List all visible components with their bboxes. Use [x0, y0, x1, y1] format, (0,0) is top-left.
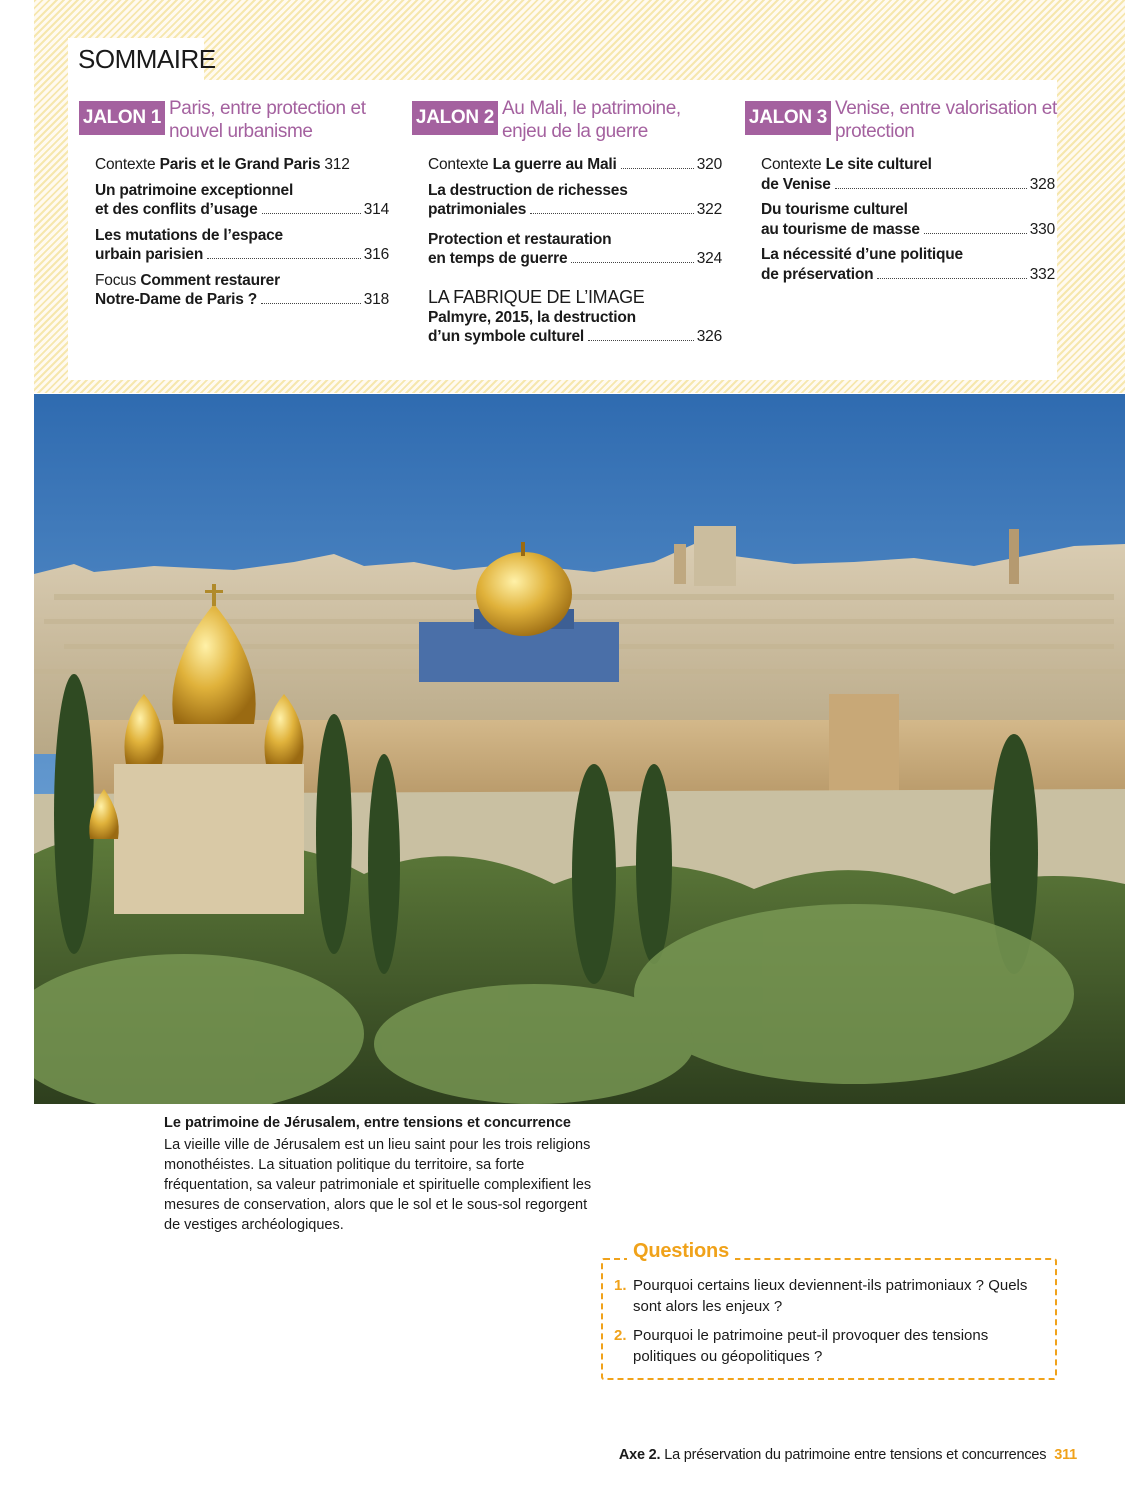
entry-title-line2: en temps de guerre [428, 250, 568, 267]
toc-entry[interactable] [412, 181, 722, 220]
entry-lead: Focus [95, 271, 137, 289]
bell-tower [1009, 529, 1019, 584]
question-item [614, 1325, 1044, 1367]
caption-text: La vieille ville de Jérusalem est un lieu saint pour les trois religions monothéistes. La situation politique du territoire, sa forte fréquentation, sa valeur patrimoniale et spirituelle complexifient les mesures de conservation, alors que le sol et le sous-sol regorgent de vestiges archéologiques. [164, 1137, 592, 1233]
entry-title-line1: La destruction de richesses [428, 181, 628, 199]
entry-page: 314 [363, 201, 389, 218]
jalon-1-badge: JALON 1 [79, 101, 165, 135]
entry-title-line1: Les mutations de l’espace [95, 226, 283, 244]
jalon-3-title: Venise, entre valorisation et protection [835, 98, 1057, 142]
entry-title: Paris et le Grand Paris [159, 156, 321, 173]
entry-page: 312 [324, 156, 350, 173]
jerusalem-photo [34, 394, 1125, 1104]
entry-title-line2: Notre-Dame de Paris ? [95, 291, 258, 308]
entry-title-line1: Palmyre, 2015, la destruction [428, 308, 636, 326]
entry-title: La guerre au Mali [492, 156, 617, 173]
toc-entry[interactable] [79, 271, 389, 310]
church-body [114, 764, 304, 914]
jalon-2-badge: JALON 2 [412, 101, 498, 135]
entry-page: 318 [363, 291, 389, 308]
entry-page: 332 [1029, 265, 1055, 283]
toc-entry[interactable] [79, 155, 389, 175]
entry-lead: Contexte [428, 156, 489, 173]
jerusalem-landscape-illustration [34, 394, 1125, 1104]
entry-title-line1: Du tourisme culturel [761, 201, 908, 218]
question-item [614, 1275, 1044, 1317]
jalon-3-badge: JALON 3 [745, 101, 831, 135]
entry-title-line1: Protection et restauration [428, 230, 612, 248]
entry-lead: Contexte [95, 156, 156, 173]
entry-title-line2: au tourisme de masse [761, 220, 920, 238]
entry-title-line1: La nécessité d’une politique [761, 246, 963, 263]
toc-entry[interactable] [79, 226, 389, 265]
entry-title-line1: Le site culturel [825, 156, 932, 173]
jalon-2-header [412, 97, 722, 147]
golden-gate [829, 694, 899, 800]
question-number: 2. [614, 1327, 627, 1344]
entry-page: 322 [696, 201, 722, 218]
entry-title-line2: et des conflits d’usage [95, 201, 258, 218]
question-text: Pourquoi le patrimoine peut-il provoquer des tensions politiques ou géopolitiques ? [633, 1327, 989, 1365]
toc-entry[interactable] [412, 230, 722, 269]
questions-label: Questions [627, 1240, 735, 1263]
dome-finial [521, 542, 525, 556]
entry-page: 330 [1029, 220, 1055, 238]
entry-title-line2: de Venise [761, 175, 831, 193]
fabrique-heading: LA FABRIQUE DE L’IMAGE [428, 286, 645, 307]
jalon-2-column [412, 97, 722, 347]
tower-building [694, 526, 736, 586]
sommaire-title: SOMMAIRE [78, 44, 216, 74]
toc-entry[interactable] [412, 155, 722, 175]
entry-page: 324 [696, 250, 722, 267]
photo-caption [164, 1113, 594, 1235]
jalon-3-column [745, 97, 1055, 284]
entry-title-line2: d’un symbole culturel [428, 328, 584, 345]
minaret [674, 544, 686, 584]
entry-title-line1: Un patrimoine exceptionnel [95, 181, 294, 199]
page-number: 311 [1054, 1447, 1077, 1463]
toc-entry[interactable] [745, 200, 1055, 239]
entry-title-line2: de préservation [761, 265, 874, 283]
cross-main [212, 584, 216, 606]
jalon-2-title: Au Mali, le patrimoine, enjeu de la guerre [502, 98, 681, 142]
entry-page: 320 [696, 156, 722, 173]
entry-page: 328 [1029, 175, 1055, 193]
entry-page: 326 [696, 328, 722, 345]
entry-title-line2: urbain parisien [95, 246, 204, 263]
entry-page: 316 [363, 246, 389, 263]
entry-title-line2: patrimoniales [428, 201, 527, 218]
entry-lead: Contexte [761, 156, 822, 173]
entry-title-line1: Comment restaurer [140, 271, 280, 289]
toc-entry[interactable] [745, 155, 1055, 194]
question-number: 1. [614, 1277, 627, 1294]
question-text: Pourquoi certains lieux deviennent-ils patrimoniaux ? Quels sont alors les enjeux ? [633, 1277, 1028, 1315]
toc-entry[interactable] [79, 181, 389, 220]
jalon-1-title: Paris, entre protection et nouvel urbanisme [169, 98, 366, 142]
golden-dome [476, 552, 572, 636]
toc-entry[interactable] [745, 245, 1055, 284]
jalon-1-header [79, 97, 389, 147]
caption-title: Le patrimoine de Jérusalem, entre tensions et concurrence [164, 1115, 571, 1131]
jalon-1-column [79, 97, 389, 310]
footer-text: La préservation du patrimoine entre tensions et concurrences [664, 1447, 1047, 1463]
jalon-3-header [745, 97, 1055, 147]
page-footer [619, 1447, 1077, 1463]
footer-axe: Axe 2. [618, 1447, 661, 1463]
toc-entry[interactable] [412, 308, 722, 347]
